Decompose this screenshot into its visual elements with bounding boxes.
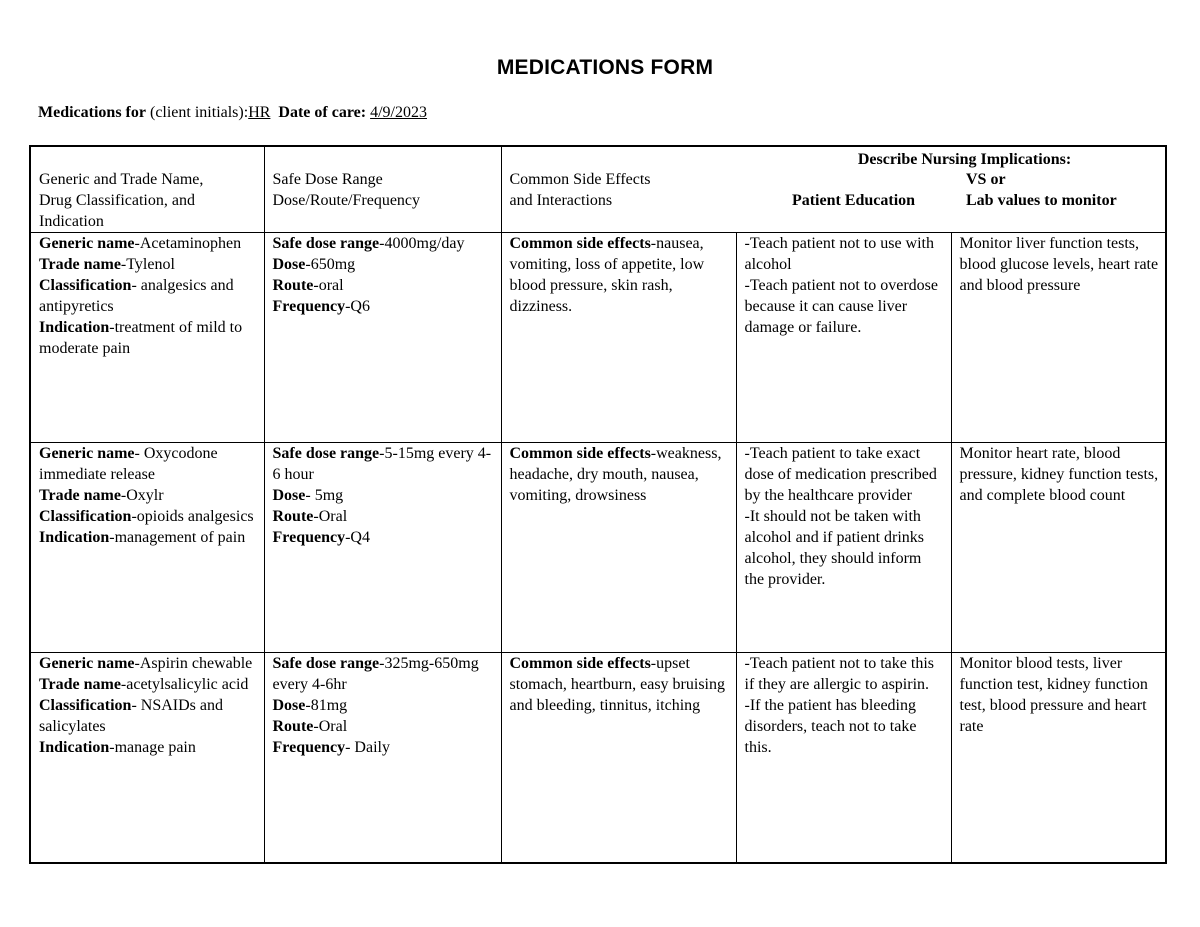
safe-dose-range-value: -5-15mg every 4-6 hour bbox=[272, 445, 492, 483]
header-dose-line: Dose/Route/Frequency bbox=[272, 192, 421, 209]
header-dose-line: Safe Dose Range bbox=[272, 171, 383, 188]
client-initials-value: HR bbox=[248, 104, 271, 121]
education-item: -It should not be taken with alcohol and if patient drinks alcohol, they should inform the provider. bbox=[744, 508, 925, 588]
dose-label: Dose bbox=[272, 256, 306, 273]
frequency-value: -Q4 bbox=[345, 529, 370, 546]
header-drug bbox=[30, 146, 264, 233]
header-side-effects-line: Common Side Effects bbox=[509, 171, 651, 188]
indication-label: Indication bbox=[39, 529, 110, 546]
trade-name-label: Trade name bbox=[39, 676, 121, 693]
safe-dose-range-label: Safe dose range bbox=[272, 235, 380, 252]
monitor-cell bbox=[951, 653, 1166, 864]
monitor-value: Monitor liver function tests, blood glucose levels, heart rate and blood pressure bbox=[959, 235, 1159, 294]
trade-name-label: Trade name bbox=[39, 256, 121, 273]
classification-value: -opioids analgesics bbox=[131, 508, 254, 525]
safe-dose-range-label: Safe dose range bbox=[272, 655, 380, 672]
table-row bbox=[30, 233, 1166, 443]
route-label: Route bbox=[272, 718, 314, 735]
dose-label: Dose bbox=[272, 487, 306, 504]
trade-name-label: Trade name bbox=[39, 487, 121, 504]
dose-value: - 5mg bbox=[305, 487, 344, 504]
generic-name-label: Generic name bbox=[39, 445, 135, 462]
side-effects-value: -nausea, vomiting, loss of appetite, low blood pressure, skin rash, dizziness. bbox=[509, 235, 705, 315]
header-drug-line: Generic and Trade Name, bbox=[39, 171, 204, 188]
header-vs-labs bbox=[954, 169, 1169, 211]
header-vs-line: VS or bbox=[966, 171, 1006, 188]
side-effects-label: Common side effects bbox=[509, 235, 651, 252]
header-drug-line: Drug Classification, and bbox=[39, 192, 195, 209]
monitor-value: Monitor blood tests, liver function test, kidney function test, blood pressure and heart rate bbox=[959, 655, 1148, 735]
dose-value: -81mg bbox=[305, 697, 348, 714]
frequency-label: Frequency bbox=[272, 298, 346, 315]
classification-label: Classification bbox=[39, 277, 132, 294]
education-item: -Teach patient not to overdose because it can cause liver damage or failure. bbox=[744, 277, 938, 336]
header-drug-line: Indication bbox=[39, 213, 104, 230]
generic-name-value: -Acetaminophen bbox=[134, 235, 242, 252]
nursing-implications-title: Describe Nursing Implications: bbox=[857, 151, 1072, 168]
education-item: -Teach patient to take exact dose of medication prescribed by the healthcare provider bbox=[744, 445, 937, 504]
route-value: -oral bbox=[313, 277, 344, 294]
side-effects-value: -weakness, headache, dry mouth, nausea, vomiting, drowsiness bbox=[509, 445, 722, 504]
trade-name-value: -Oxylr bbox=[120, 487, 164, 504]
safe-dose-range-value: -4000mg/day bbox=[379, 235, 465, 252]
monitor-cell bbox=[951, 233, 1166, 443]
monitor-cell bbox=[951, 443, 1166, 653]
safe-dose-range-label: Safe dose range bbox=[272, 445, 380, 462]
dose-cell bbox=[264, 443, 501, 653]
route-label: Route bbox=[272, 508, 314, 525]
classification-value: - NSAIDs and salicylates bbox=[39, 697, 223, 735]
side-effects-cell bbox=[501, 443, 736, 653]
header-nursing-implications bbox=[736, 146, 1166, 233]
side-effects-cell bbox=[501, 653, 736, 864]
patient-education-cell bbox=[736, 653, 951, 864]
classification-value: - analgesics and antipyretics bbox=[39, 277, 234, 315]
header-dose bbox=[264, 146, 501, 233]
side-effects-cell bbox=[501, 233, 736, 443]
dose-label: Dose bbox=[272, 697, 306, 714]
trade-name-value: -acetylsalicylic acid bbox=[120, 676, 249, 693]
route-value: -Oral bbox=[313, 508, 348, 525]
route-label: Route bbox=[272, 277, 314, 294]
education-item: -If the patient has bleeding disorders, teach not to take this. bbox=[744, 697, 917, 756]
classification-label: Classification bbox=[39, 508, 132, 525]
monitor-value: Monitor heart rate, blood pressure, kidney function tests, and complete blood count bbox=[959, 445, 1159, 504]
drug-cell bbox=[30, 233, 264, 443]
frequency-value: -Q6 bbox=[345, 298, 370, 315]
safe-dose-range-value: -325mg-650mg every 4-6hr bbox=[272, 655, 479, 693]
side-effects-label: Common side effects bbox=[509, 655, 651, 672]
generic-name-label: Generic name bbox=[39, 655, 135, 672]
date-of-care-label: Date of care: bbox=[278, 104, 367, 121]
classification-label: Classification bbox=[39, 697, 132, 714]
indication-value: -manage pain bbox=[109, 739, 196, 756]
trade-name-value: -Tylenol bbox=[120, 256, 175, 273]
date-of-care-value: 4/9/2023 bbox=[370, 104, 427, 121]
table-row bbox=[30, 653, 1166, 864]
client-initials-label: (client initials): bbox=[149, 104, 249, 121]
dose-value: -650mg bbox=[305, 256, 356, 273]
generic-name-value: -Aspirin chewable bbox=[134, 655, 253, 672]
frequency-value: - Daily bbox=[345, 739, 390, 756]
side-effects-label: Common side effects bbox=[509, 445, 651, 462]
frequency-label: Frequency bbox=[272, 529, 346, 546]
table-row bbox=[30, 443, 1166, 653]
generic-name-label: Generic name bbox=[39, 235, 135, 252]
medications-for-label: Medications for bbox=[38, 104, 146, 121]
dose-cell bbox=[264, 233, 501, 443]
header-labs-line: Lab values to monitor bbox=[966, 192, 1117, 209]
table-header-row bbox=[30, 146, 1166, 233]
patient-education-cell bbox=[736, 443, 951, 653]
page-title: MEDICATIONS FORM bbox=[496, 56, 714, 79]
medications-table bbox=[29, 145, 1167, 864]
indication-label: Indication bbox=[39, 739, 110, 756]
form-meta-line bbox=[38, 104, 427, 122]
drug-cell bbox=[30, 443, 264, 653]
header-side-effects bbox=[501, 146, 736, 233]
indication-value: -treatment of mild to moderate pain bbox=[39, 319, 243, 357]
drug-cell bbox=[30, 653, 264, 864]
frequency-label: Frequency bbox=[272, 739, 346, 756]
dose-cell bbox=[264, 653, 501, 864]
patient-education-cell bbox=[736, 233, 951, 443]
indication-label: Indication bbox=[39, 319, 110, 336]
header-patient-education: Patient Education bbox=[791, 192, 916, 209]
education-item: -Teach patient not to use with alcohol bbox=[744, 235, 934, 273]
side-effects-value: -upset stomach, heartburn, easy bruising and bleeding, tinnitus, itching bbox=[509, 655, 725, 714]
header-side-effects-line: and Interactions bbox=[509, 192, 613, 209]
route-value: -Oral bbox=[313, 718, 348, 735]
indication-value: -management of pain bbox=[109, 529, 246, 546]
generic-name-value: - Oxycodone immediate release bbox=[39, 445, 218, 483]
education-item: -Teach patient not to take this if they are allergic to aspirin. bbox=[744, 655, 934, 693]
